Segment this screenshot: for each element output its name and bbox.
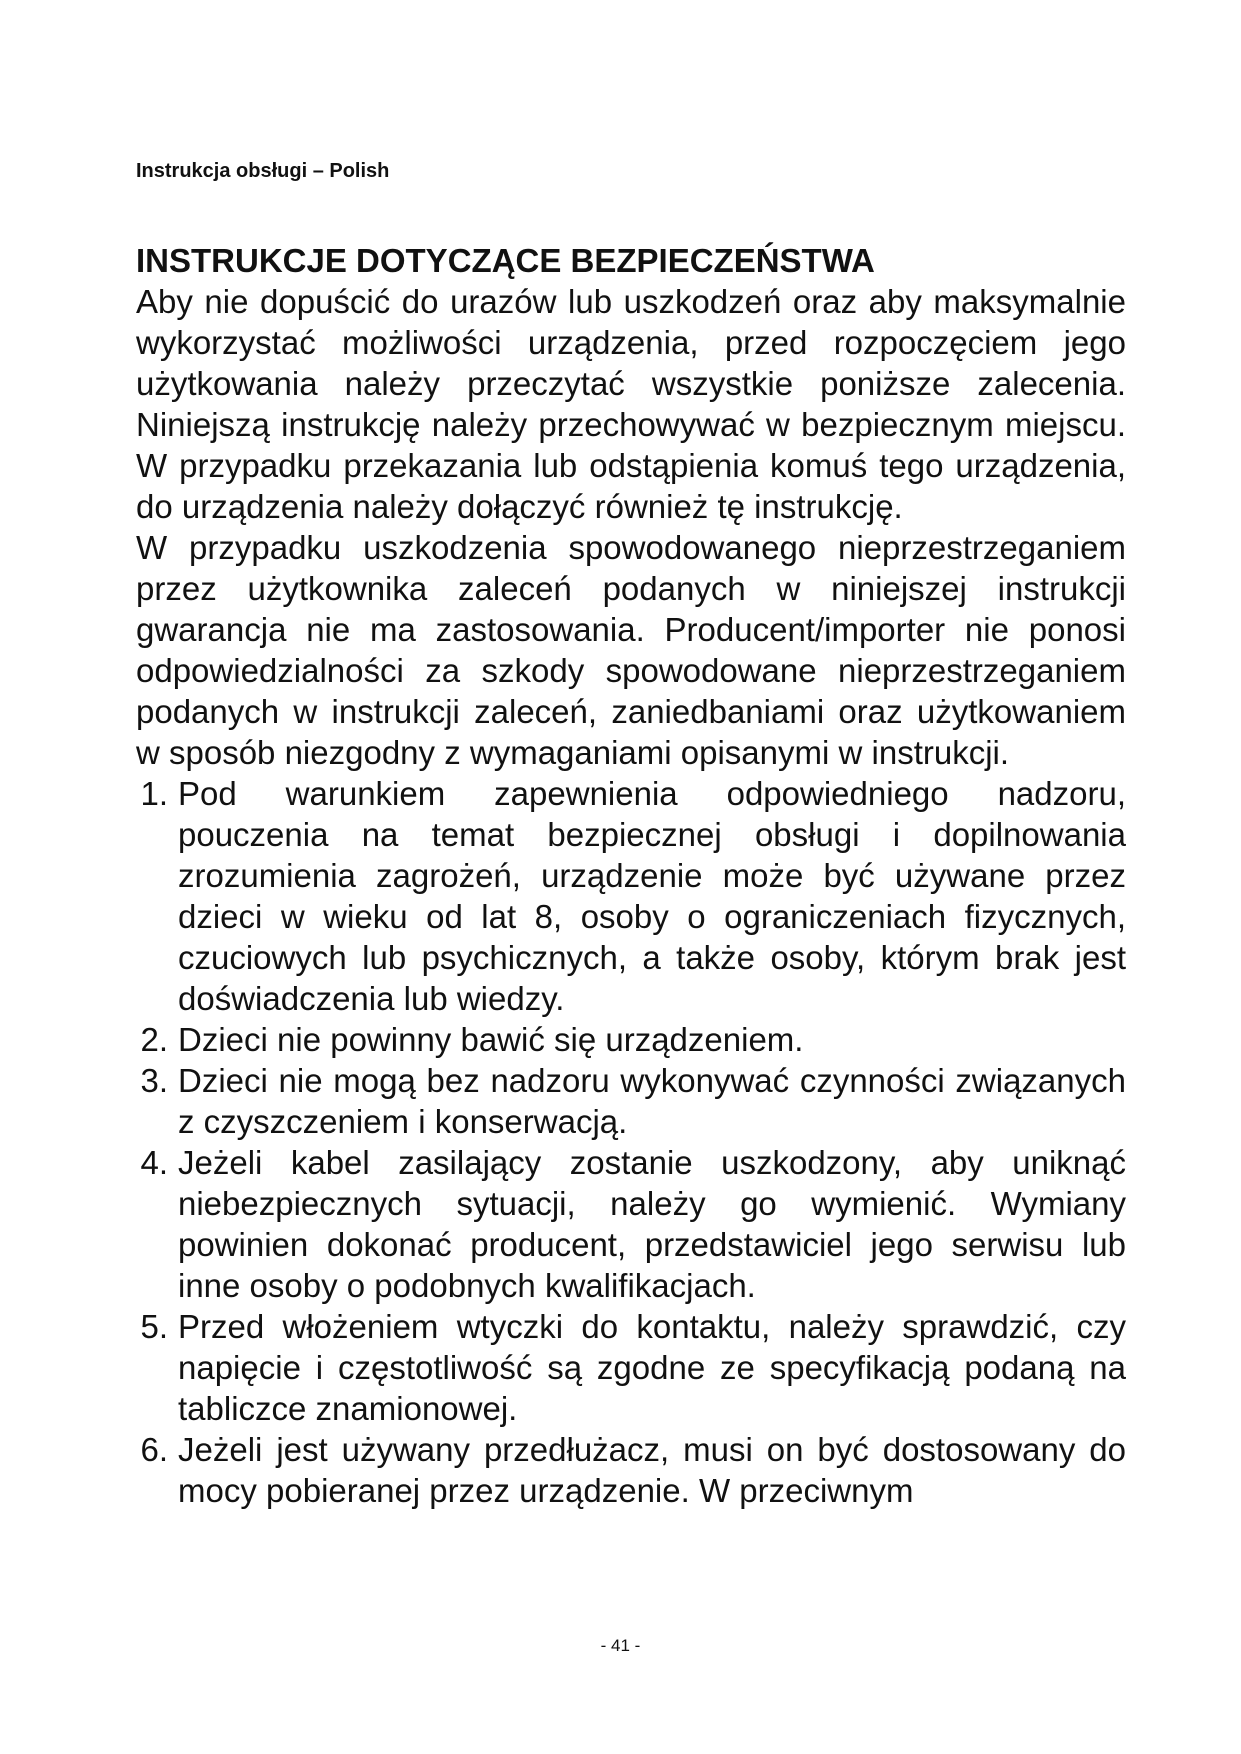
- document-body: [136, 240, 1126, 1511]
- list-item: [136, 1306, 1126, 1429]
- warranty-paragraph: W przypadku uszkodzenia spowodowanego nieprzestrzeganiem przez użytkownika zaleceń podanych w niniejszej instrukcji gwarancja nie ma zastosowania. Producent/importer nie ponosi odpowiedzialności za szkody spowodowane nieprzestrzeganiem podanych w instrukcji zaleceń, zaniedbaniami oraz użytkowaniem w sposób niezgodny z wymaganiami opisanymi w instrukcji.: [136, 529, 1126, 771]
- list-item-number: 4.: [140, 1144, 168, 1181]
- page-number: - 41 -: [600, 1636, 641, 1655]
- list-item-text: Dzieci nie mogą bez nadzoru wykonywać czynności związanych z czyszczeniem i konserwacją.: [178, 1062, 1126, 1140]
- list-item-number: 2.: [140, 1021, 168, 1058]
- page-header: Instrukcja obsługi – Polish: [136, 160, 390, 182]
- list-item-number: 1.: [140, 775, 168, 812]
- list-item-text: Pod warunkiem zapewnienia odpowiedniego nadzoru, pouczenia na temat bezpiecznej obsługi i dopilnowania zrozumienia zagrożeń, urządzenie może być używane przez dzieci w wieku od lat 8, osoby o ograniczeniach fizycznych, czuciowych lub psychicznych, a także osoby, którym brak jest doświadczenia lub wiedzy.: [178, 775, 1126, 1017]
- list-item-text: Jeżeli jest używany przedłużacz, musi on być dostosowany do mocy pobieranej przez urządzenie. W przeciwnym: [178, 1431, 1126, 1509]
- list-item-number: 3.: [140, 1062, 168, 1099]
- list-item: [136, 773, 1126, 1019]
- intro-paragraph: Aby nie dopuścić do urazów lub uszkodzeń oraz aby maksymalnie wykorzystać możliwości urządzenia, przed rozpoczęciem jego użytkowania należy przeczytać wszystkie poniższe zalecenia. Niniejszą instrukcję należy przechowywać w bezpiecznym miejscu. W przypadku przekazania lub odstąpienia komuś tego urządzenia, do urządzenia należy dołączyć również tę instrukcję.: [136, 283, 1126, 525]
- list-item-text: Dzieci nie powinny bawić się urządzeniem.: [178, 1021, 804, 1058]
- list-item-text: Przed włożeniem wtyczki do kontaktu, należy sprawdzić, czy napięcie i częstotliwość są zgodne ze specyfikacją podaną na tabliczce znamionowej.: [178, 1308, 1126, 1427]
- section-title: INSTRUKCJE DOTYCZĄCE BEZPIECZEŃSTWA: [136, 242, 875, 279]
- list-item-number: 5.: [140, 1308, 168, 1345]
- list-item: [136, 1429, 1126, 1511]
- list-item: [136, 1060, 1126, 1142]
- safety-list: [136, 773, 1126, 1511]
- list-item: [136, 1019, 1126, 1060]
- list-item-number: 6.: [140, 1431, 168, 1468]
- list-item-text: Jeżeli kabel zasilający zostanie uszkodzony, aby uniknąć niebezpiecznych sytuacji, należy go wymienić. Wymiany powinien dokonać producent, przedstawiciel jego serwisu lub inne osoby o podobnych kwalifikacjach.: [178, 1144, 1126, 1304]
- list-item: [136, 1142, 1126, 1306]
